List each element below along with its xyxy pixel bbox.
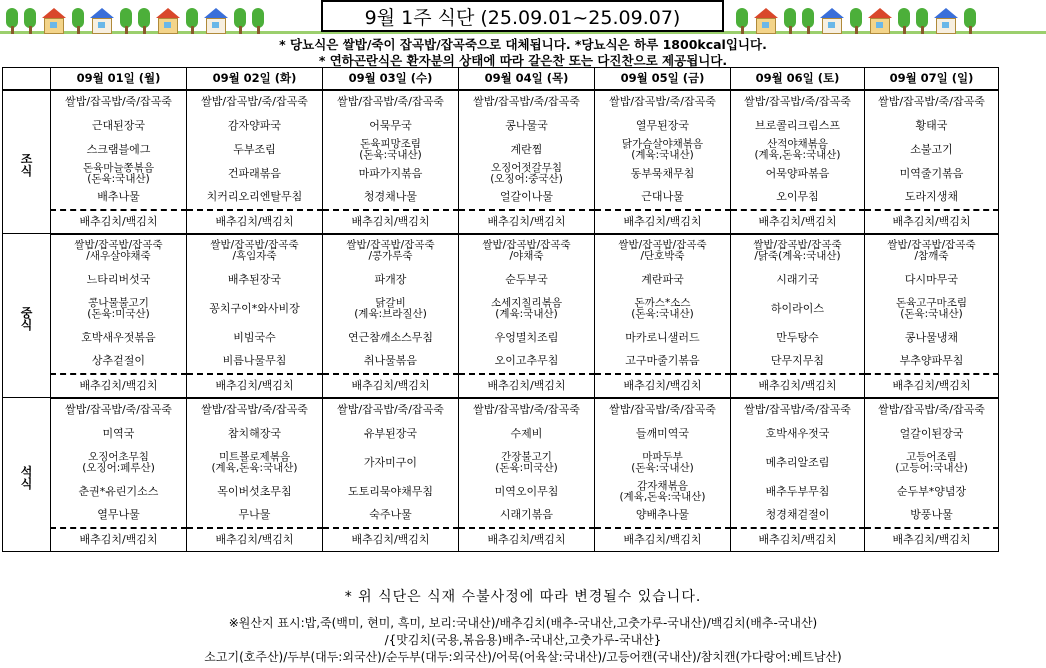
menu-item: 건파래볶음 [187,162,323,186]
menu-item: 산적야채볶음 (계육,돈육:국내산) [731,138,865,162]
lunch-row [3,292,999,326]
breakfast-row [3,186,999,210]
menu-item: 가자미구이 [323,446,459,480]
day-header: 09월 06일 (토) [731,68,865,90]
menu-item: 쌀밥/잡곡밥/죽/잡곡죽 [459,90,595,114]
dinner-row [3,504,999,528]
menu-item: 오징어젓갈무침 (오징어:중국산) [459,162,595,186]
menu-item: 미역줄기볶음 [865,162,999,186]
tree-icon [964,6,976,34]
menu-item: 도토리묵야채무침 [323,480,459,504]
menu-item: 쌀밥/잡곡밥/죽/잡곡죽 [731,398,865,422]
menu-item: 소세지칠리볶음 (계육:국내산) [459,292,595,326]
tree-icon [120,6,132,34]
menu-item: 무나물 [187,504,323,528]
menu-item: 배추김치/백김치 [187,210,323,234]
meal-label-char: 석 [20,464,33,479]
meal-label-char: 중 [20,305,33,320]
weekly-menu-table [2,67,999,552]
menu-item: 배추김치/백김치 [459,210,595,234]
house-icon [90,8,114,34]
tree-icon [138,6,150,34]
menu-item: 청경채나물 [323,186,459,210]
house-icon [204,8,228,34]
menu-item: 쌀밥/잡곡밥/잡곡죽 /단호박죽 [595,234,731,268]
menu-item: 오징어초무침 (오징어:페루산) [51,446,187,480]
village-decoration-right [730,0,1046,34]
breakfast-row [3,162,999,186]
house-icon [42,8,66,34]
breakfast-row [3,210,999,234]
day-header: 09월 03일 (수) [323,68,459,90]
menu-item: 수제비 [459,422,595,446]
menu-item: 상추겉절이 [51,350,187,374]
menu-item: 쌀밥/잡곡밥/죽/잡곡죽 [323,90,459,114]
menu-item: 배추김치/백김치 [187,374,323,398]
day-header: 09월 04일 (목) [459,68,595,90]
menu-item: 느타리버섯국 [51,268,187,292]
menu-item: 얼갈이나물 [459,186,595,210]
menu-item: 소불고기 [865,138,999,162]
menu-item: 브로콜리크림스프 [731,114,865,138]
menu-item: 배추김치/백김치 [731,210,865,234]
menu-item: 양배추나물 [595,504,731,528]
menu-item: 돈육마늘쫑볶음 (돈육:국내산) [51,162,187,186]
corner-cell [3,68,51,90]
menu-item: 숙주나물 [323,504,459,528]
menu-item: 배추김치/백김치 [187,528,323,552]
meal-label-char: 식 [20,163,33,178]
menu-item: 스크램블에그 [51,138,187,162]
menu-item: 취나물볶음 [323,350,459,374]
menu-item: 방풍나물 [865,504,999,528]
menu-item: 계란찜 [459,138,595,162]
dinner-row [3,398,999,422]
menu-item: 돈육피망조림 (돈육:국내산) [323,138,459,162]
menu-item: 콩나물냉채 [865,326,999,350]
menu-item: 닭갈비 (계육:브라질산) [323,292,459,326]
menu-item: 배추김치/백김치 [51,374,187,398]
menu-item: 황태국 [865,114,999,138]
menu-item: 콩나물불고기 (돈육:미국산) [51,292,187,326]
menu-item: 쌀밥/잡곡밥/죽/잡곡죽 [731,90,865,114]
menu-item: 근대나물 [595,186,731,210]
menu-item: 쌀밥/잡곡밥/잡곡죽 /흑임자죽 [187,234,323,268]
menu-item: 부추양파무침 [865,350,999,374]
menu-item: 시래기볶음 [459,504,595,528]
menu-item: 단무지무침 [731,350,865,374]
lunch-row [3,350,999,374]
menu-item: 닭가슴살야채볶음 (계육:국내산) [595,138,731,162]
menu-item: 감자양파국 [187,114,323,138]
lunch-label [3,234,51,398]
meal-label-char: 식 [20,476,33,491]
menu-item: 쌀밥/잡곡밥/죽/잡곡죽 [187,90,323,114]
menu-item: 간장불고기 (돈육:미국산) [459,446,595,480]
menu-item: 쌀밥/잡곡밥/죽/잡곡죽 [187,398,323,422]
menu-item: 치커리오리엔탈무침 [187,186,323,210]
menu-item: 다시마무국 [865,268,999,292]
menu-item: 유부된장국 [323,422,459,446]
menu-item: 감자채볶음 (계육,돈육:국내산) [595,480,731,504]
menu-item: 꽁치구이*와사비장 [187,292,323,326]
menu-item: 돈육고구마조림 (돈육:국내산) [865,292,999,326]
house-icon [934,8,958,34]
header-banner [0,0,1046,36]
lunch-row [3,326,999,350]
menu-item: 배추김치/백김치 [595,528,731,552]
menu-item: 마카로니샐러드 [595,326,731,350]
menu-item: 쌀밥/잡곡밥/죽/잡곡죽 [459,398,595,422]
menu-item: 마파두부 (돈육:국내산) [595,446,731,480]
menu-item: 호박새우젓국 [731,422,865,446]
menu-item: 계란파국 [595,268,731,292]
tree-icon [6,6,18,34]
menu-item: 마파가지볶음 [323,162,459,186]
menu-item: 배추김치/백김치 [595,210,731,234]
menu-change-notice: * 위 식단은 식재 수불사정에 따라 변경될수 있습니다. [344,589,702,605]
menu-item: 얼갈이된장국 [865,422,999,446]
menu-item: 배추김치/백김치 [865,528,999,552]
menu-item: 들깨미역국 [595,422,731,446]
tree-icon [72,6,84,34]
tree-icon [24,6,36,34]
tree-icon [252,6,264,34]
menu-item: 쌀밥/잡곡밥/죽/잡곡죽 [865,90,999,114]
menu-item: 배추김치/백김치 [731,528,865,552]
breakfast-label [3,90,51,234]
lunch-row [3,374,999,398]
tree-icon [784,6,796,34]
menu-item: 어묵무국 [323,114,459,138]
menu-item: 배추김치/백김치 [323,374,459,398]
menu-item: 열무된장국 [595,114,731,138]
menu-item: 배추김치/백김치 [51,528,187,552]
menu-item: 콩나물국 [459,114,595,138]
dinner-row [3,446,999,480]
dinner-row [3,422,999,446]
menu-item: 열무나물 [51,504,187,528]
menu-item: 쌀밥/잡곡밥/죽/잡곡죽 [595,90,731,114]
menu-item: 쌀밥/잡곡밥/죽/잡곡죽 [51,398,187,422]
menu-item: 돈까스*소스 (돈육:국내산) [595,292,731,326]
breakfast-row [3,90,999,114]
menu-item: 쌀밥/잡곡밥/죽/잡곡죽 [323,398,459,422]
menu-item: 배추된장국 [187,268,323,292]
tree-icon [186,6,198,34]
breakfast-row [3,114,999,138]
menu-item: 쌀밥/잡곡밥/잡곡죽 /닭죽(계육:국내산) [731,234,865,268]
menu-item: 비름나물무침 [187,350,323,374]
menu-item: 어묵양파볶음 [731,162,865,186]
menu-item: 배추김치/백김치 [323,528,459,552]
menu-item: 우엉멸치조림 [459,326,595,350]
menu-item: 미역국 [51,422,187,446]
breakfast-row [3,138,999,162]
menu-item: 참치해장국 [187,422,323,446]
menu-item: 두부조림 [187,138,323,162]
day-header: 09월 01일 (월) [51,68,187,90]
menu-item: 배추김치/백김치 [459,528,595,552]
menu-item: 동부묵채무침 [595,162,731,186]
menu-item: 쌀밥/잡곡밥/죽/잡곡죽 [51,90,187,114]
menu-item: 목이버섯초무침 [187,480,323,504]
menu-item: 배추김치/백김치 [731,374,865,398]
house-icon [868,8,892,34]
menu-item: 배추김치/백김치 [51,210,187,234]
house-icon [754,8,778,34]
menu-item: 춘권*유린기소스 [51,480,187,504]
menu-item: 시래기국 [731,268,865,292]
menu-item: 청경채겉절이 [731,504,865,528]
menu-item: 쌀밥/잡곡밥/잡곡죽 /야채죽 [459,234,595,268]
menu-item: 배추두부무침 [731,480,865,504]
menu-item: 쌀밥/잡곡밥/죽/잡곡죽 [865,398,999,422]
tree-icon [916,6,928,34]
dinner-row [3,480,999,504]
menu-item: 오이무침 [731,186,865,210]
tree-icon [850,6,862,34]
menu-item: 오이고추무침 [459,350,595,374]
dinner-label [3,398,51,552]
menu-item: 쌀밥/잡곡밥/잡곡죽 /참깨죽 [865,234,999,268]
menu-item: 고등어조림 (고등어:국내산) [865,446,999,480]
menu-item: 호박새우젓볶음 [51,326,187,350]
menu-item: 배추김치/백김치 [595,374,731,398]
page-title: 9월 1주 식단 (25.09.01~25.09.07) [321,0,724,32]
menu-item: 배추김치/백김치 [865,210,999,234]
menu-item: 미역오이무침 [459,480,595,504]
menu-item: 미트볼로제볶음 (계육,돈육:국내산) [187,446,323,480]
dinner-row [3,528,999,552]
menu-item: 쌀밥/잡곡밥/잡곡죽 /콩가루죽 [323,234,459,268]
tree-icon [736,6,748,34]
menu-item: 쌀밥/잡곡밥/죽/잡곡죽 [595,398,731,422]
menu-item: 근대된장국 [51,114,187,138]
day-header: 09월 07일 (일) [865,68,999,90]
menu-item: 파개장 [323,268,459,292]
menu-item: 배추김치/백김치 [459,374,595,398]
dysphagia-diet-note: * 연하곤란식은 환자분의 상태에 따라 갈은찬 또는 다진찬으로 제공됩니다. [318,53,728,68]
village-decoration-left [0,0,318,34]
menu-item: 메추리알조림 [731,446,865,480]
house-icon [156,8,180,34]
tree-icon [234,6,246,34]
menu-item: 하이라이스 [731,292,865,326]
menu-item: 배추나물 [51,186,187,210]
menu-item: 도라지생채 [865,186,999,210]
house-icon [820,8,844,34]
day-header: 09월 05일 (금) [595,68,731,90]
menu-item: 순두부*양념장 [865,480,999,504]
tree-icon [898,6,910,34]
meal-label-char: 조 [20,151,33,166]
origin-line: ※원산지 표시:밥,죽(백미, 현미, 흑미, 보리:국내산)/배추김치(배추-국내산,고춧가루-국내산)/백김치(배추-국내산) [228,616,818,630]
diabetic-diet-note: * 당뇨식은 쌀밥/죽이 잡곡밥/잡곡죽으로 대체됩니다. *당뇨식은 하루 1800kcal입니다. [279,37,767,52]
lunch-row [3,268,999,292]
menu-item: 만두탕수 [731,326,865,350]
origin-line: /{맛김치(국용,볶음용)배추-국내산,고춧가루-국내산} [384,633,662,647]
origin-line: 소고기(호주산)/두부(대두:외국산)/순두부(대두:외국산)/어묵(어육살:국내산)/고등어캔(국내산)/참치캔(가다랑어:베트남산) [204,650,842,664]
tree-icon [802,6,814,34]
day-header: 09월 02일 (화) [187,68,323,90]
menu-item: 쌀밥/잡곡밥/잡곡죽 /새우살야채죽 [51,234,187,268]
menu-item: 비빔국수 [187,326,323,350]
meal-label-char: 식 [20,317,33,332]
menu-item: 고구마줄기볶음 [595,350,731,374]
lunch-row [3,234,999,268]
menu-item: 배추김치/백김치 [865,374,999,398]
menu-item: 연근참깨소스무침 [323,326,459,350]
menu-item: 순두부국 [459,268,595,292]
menu-item: 배추김치/백김치 [323,210,459,234]
